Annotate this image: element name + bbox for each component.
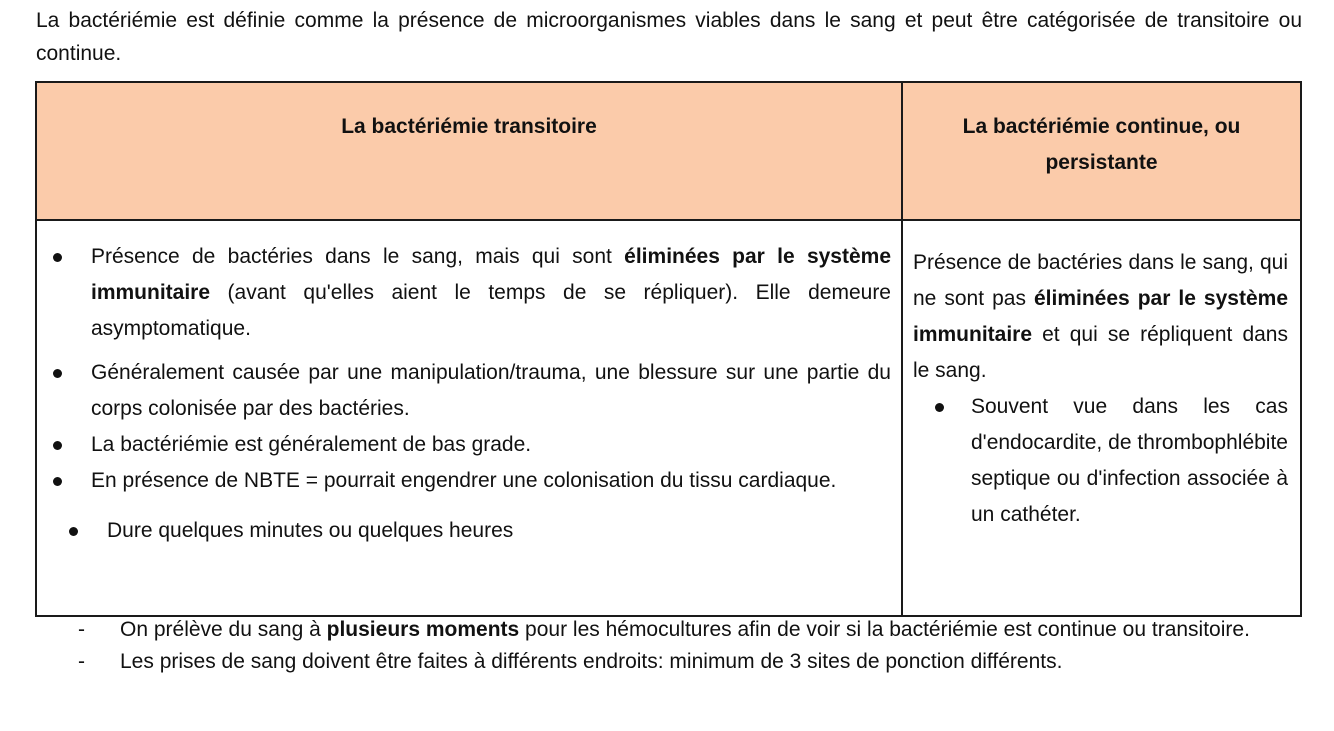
transitoire-cell — [36, 220, 902, 616]
notes-list — [78, 614, 1303, 678]
bacteremia-comparison-table — [35, 81, 1302, 617]
bold-phrase: éliminées par le système immunitaire — [91, 245, 892, 304]
continue-paragraph: Présence de bactéries dans le sang, qui ne sont pas éliminées par le système immunitaire et qui se répliquent dans le sang. — [913, 251, 1288, 382]
table-header-row — [36, 82, 1301, 220]
list-item: Dure quelques minutes ou quelques heures — [51, 513, 891, 549]
continue-list — [913, 389, 1288, 533]
transitoire-list — [51, 239, 891, 549]
header-cell-continue — [902, 82, 1301, 220]
header-transitoire: La bactériémie transitoire — [341, 115, 597, 138]
note-item: - On prélève du sang à plusieurs moments pour les hémocultures afin de voir si la bactériémie est continue ou transitoire. — [78, 614, 1303, 646]
intro-paragraph: La bactériémie est définie comme la présence de microorganismes viables dans le sang et peut être catégorisée de transitoire ou continue. — [36, 9, 1302, 65]
header-continue: La bactériémie continue, ou persistante — [962, 115, 1241, 174]
list-item: La bactériémie est généralement de bas grade. — [51, 427, 891, 463]
list-item: Souvent vue dans les cas d'endocardite, de thrombophlébite septique ou d'infection associée à un cathéter. — [933, 389, 1288, 533]
list-item: Généralement causée par une manipulation/trauma, une blessure sur une partie du corps colonisée par des bactéries. — [51, 355, 891, 427]
table-row — [36, 220, 1301, 616]
note-item: - Les prises de sang doivent être faites à différents endroits: minimum de 3 sites de ponction différents. — [78, 646, 1303, 678]
list-item: Présence de bactéries dans le sang, mais qui sont éliminées par le système immunitaire (avant qu'elles aient le temps de se répliquer). Elle demeure asymptomatique. — [51, 239, 891, 347]
list-item: En présence de NBTE = pourrait engendrer une colonisation du tissu cardiaque. — [51, 463, 891, 499]
bold-phrase: plusieurs moments — [326, 618, 520, 641]
continue-cell — [902, 220, 1301, 616]
header-cell-transitoire — [36, 82, 902, 220]
bold-phrase: éliminées par le système immunitaire — [913, 287, 1288, 346]
